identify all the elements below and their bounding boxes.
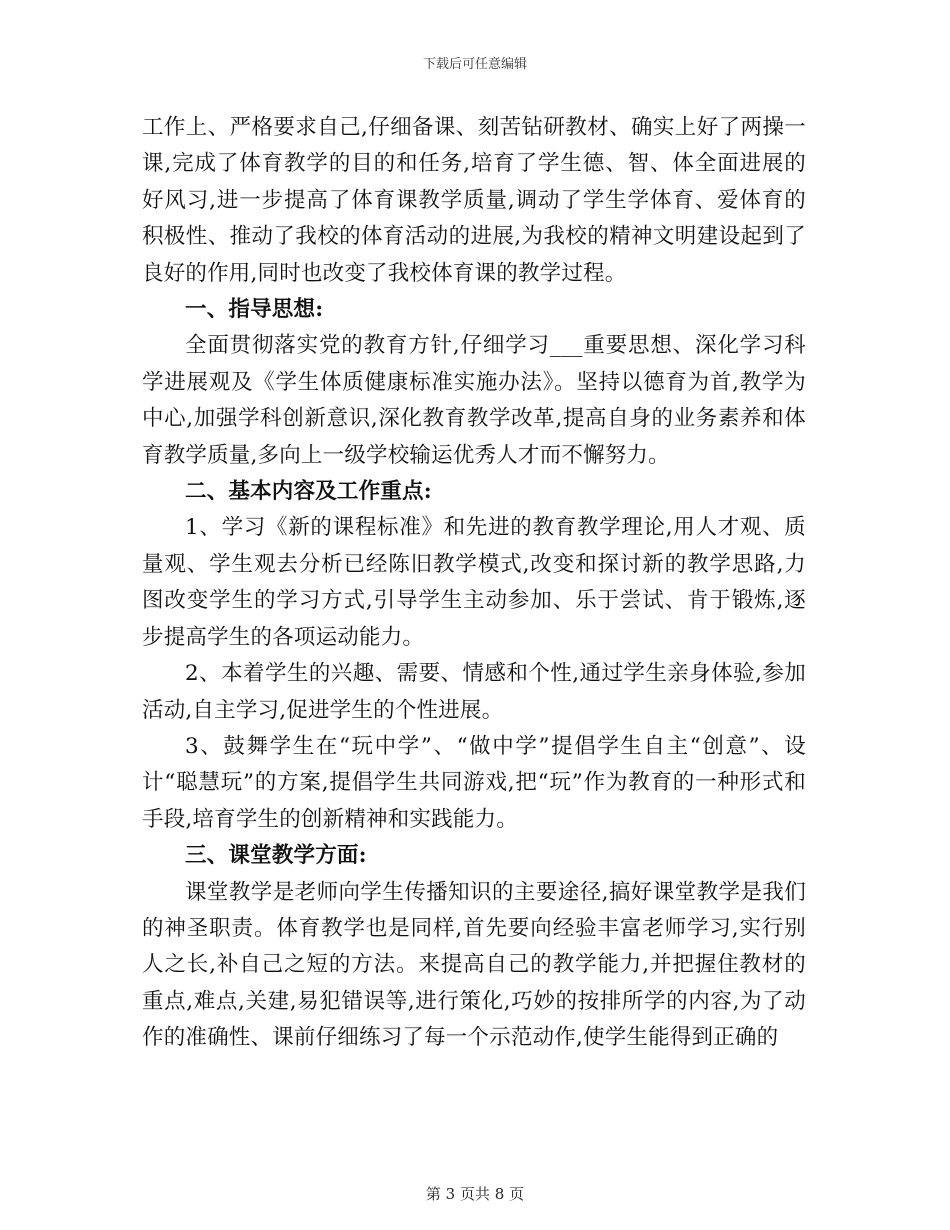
document-body [142,110,806,1057]
section-heading-guiding-thought: 一、指导思想: [185,297,324,323]
paragraph-item-1: 1、学习《新的课程标准》和先进的教育教学理论,用人才观、质量观、学生观去分析已经陈旧教学模式,改变和探讨新的教学思路,力图改变学生的学习方式,引导学生主动参加、乐于尝试、肯于锻炼,逐步提高学生的各项运动能力。 [142,515,806,650]
section-heading-basic-content: 二、基本内容及工作重点: [185,479,432,505]
paragraph-item-2: 2、本着学生的兴趣、需要、情感和个性,通过学生亲身体验,参加活动,自主学习,促进学生的个性进展。 [142,661,806,723]
page-header: 下载后可任意编辑 [422,57,527,72]
paragraph-classroom-teaching: 课堂教学是老师向学生传播知识的主要途径,搞好课堂教学是我们的神圣职责。体育教学也是同样,首先要向经验丰富老师学习,实行别人之长,补自己之短的方法。来提高自己的教学能力,并把握住教材的重点,难点,关建,易犯错误等,进行策化,巧妙的按排所学的内容,为了动作的准确性、课前仔细练习了每一个示范动作,使学生能得到正确的 [142,879,806,1051]
paragraph-intro: 工作上、严格要求自己,仔细备课、刻苦钻研教材、确实上好了两操一课,完成了体育教学的目的和任务,培育了学生德、智、体全面进展的好风习,进一步提高了体育课教学质量,调动了学生学体育、爱体育的积极性、推动了我校的体育活动的进展,为我校的精神文明建设起到了良好的作用,同时也改变了我校体育课的教学过程。 [142,115,806,286]
page-footer: 第 3 页共 8 页 [425,1185,525,1203]
paragraph-item-3: 3、鼓舞学生在“玩中学”、“做中学”提倡学生自主“创意”、设计“聪慧玩”的方案,提倡学生共同游戏,把“玩”作为教育的一种形式和手段,培育学生的创新精神和实践能力。 [142,733,806,832]
section-heading-classroom-teaching: 三、课堂教学方面: [185,843,367,869]
paragraph-guiding-thought: 全面贯彻落实党的教育方针,仔细学习___重要思想、深化学习科学进展观及《学生体质健康标准实施办法》。坚持以德育为首,教学为中心,加强学科创新意识,深化教育教学改革,提高自身的业务素养和体育教学质量,多向上一级学校输运优秀人才而不懈努力。 [142,333,806,468]
